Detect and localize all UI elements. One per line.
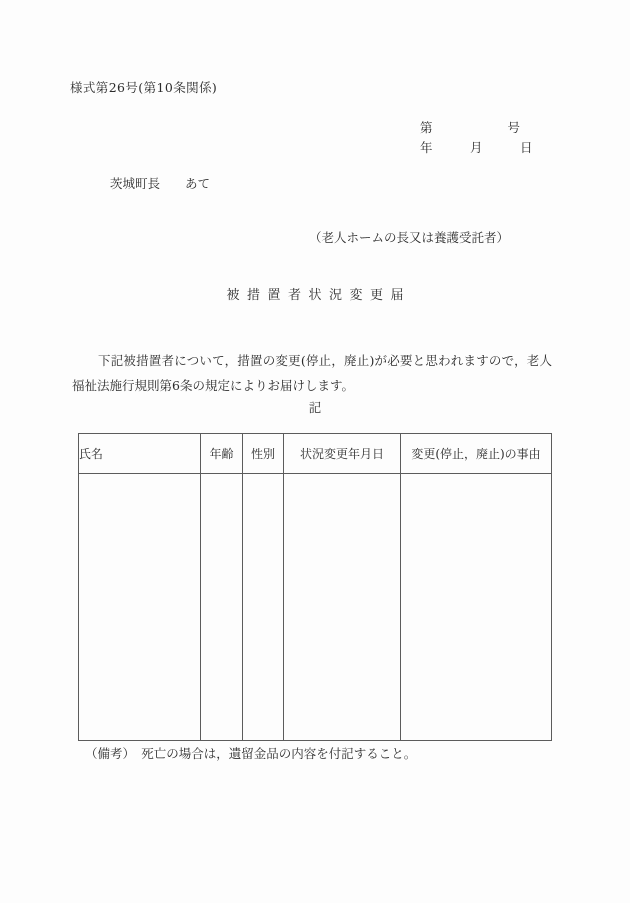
column-header-name (79, 434, 201, 474)
column-header-name-first: 氏 (79, 447, 92, 461)
cell-sex[interactable] (243, 474, 284, 741)
column-header-reason: 変更(停止，廃止)の事由 (401, 434, 552, 474)
sender-note: （老人ホームの長又は養護受託者） (309, 230, 510, 245)
document-date-line: 年 月 日 (420, 140, 533, 155)
cell-name[interactable] (79, 474, 201, 741)
table-row (79, 474, 552, 741)
status-change-table (78, 433, 552, 741)
column-header-name-second: 名 (91, 447, 104, 461)
cell-change-date[interactable] (284, 474, 401, 741)
cell-reason[interactable] (401, 474, 552, 741)
addressee-line: 茨城町長 あて (110, 176, 211, 191)
table-header-row (79, 434, 552, 474)
document-meta-block (420, 118, 533, 158)
form-number: 様式第26号(第10条関係) (70, 80, 218, 95)
column-header-sex: 性別 (243, 434, 284, 474)
cell-age[interactable] (201, 474, 243, 741)
column-header-change-date: 状況変更年月日 (284, 434, 401, 474)
remark-note: （備考） 死亡の場合は，遺留金品の内容を付記すること。 (85, 746, 417, 761)
ki-marker: 記 (308, 400, 322, 415)
document-number-line: 第 号 (420, 120, 521, 135)
page-title: 被措置者状況変更届 (226, 288, 411, 303)
body-paragraph: 下記被措置者について，措置の変更(停止，廃止)が必要と思われますので，老人福祉法施行規則第6条の規定によりお届けします。 (72, 353, 552, 393)
column-header-age: 年齢 (201, 434, 243, 474)
